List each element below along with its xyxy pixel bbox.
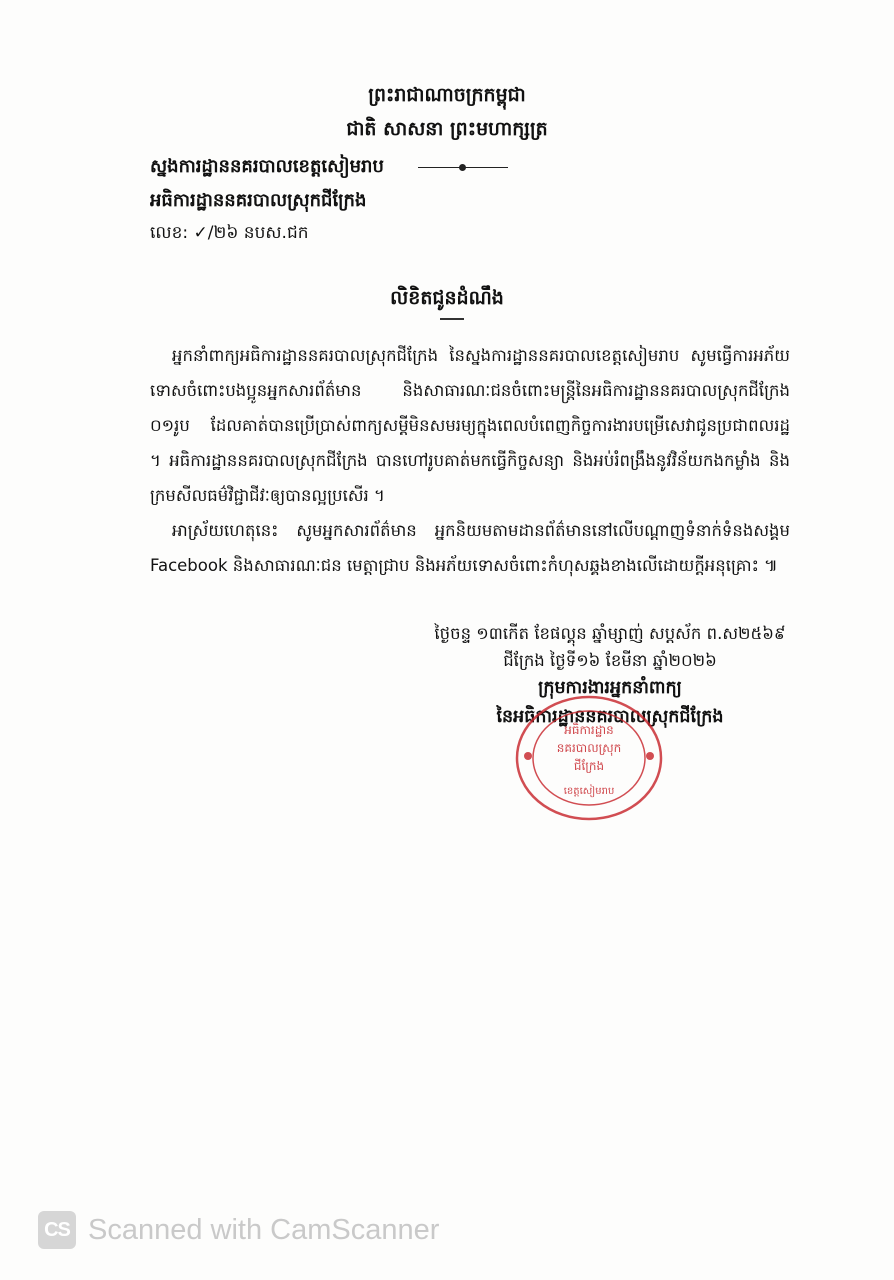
sender-line-2: អធិការដ្ឋាននគរបាលស្រុកជីក្រែង [150,190,367,211]
national-motto: ជាតិ សាសនា ព្រះមហាក្សត្រ [346,118,548,140]
seal-text-line: អធិការដ្ឋាន [564,723,614,737]
lunar-date: ថ្ងៃចន្ទ ១៣កើត ខែផល្គុន ឆ្នាំម្សាញ់ សប្តស័ក ព.ស២៥៦៩ [434,624,786,643]
signer-role: ក្រុមការងារអ្នកនាំពាក្យ [538,678,682,698]
seal-text-line: ខេត្តសៀមរាប [563,786,615,797]
seal-text-line: នគរបាលស្រុក [556,741,622,755]
place-date: ជីក្រែង ថ្ងៃទី១៦ ខែមីនា ឆ្នាំ២០២៦ [503,651,717,670]
sender-line-1: ស្នងការដ្ឋាននគរបាលខេត្តសៀមរាប [150,156,384,177]
document-title: លិខិតជូនដំណឹង [390,287,504,309]
reference-number: លេខ: ✓/២៦ នបស.ជក [150,223,309,243]
sender-block [150,150,384,218]
camscanner-watermark [38,1210,439,1250]
watermark-text: Scanned with CamScanner [88,1213,440,1246]
signer-office: នៃអធិការដ្ឋាននគរបាលស្រុកជីក្រែង [496,707,724,727]
kingdom-header [0,78,894,146]
official-seal-stamp [514,694,664,822]
seal-text-line: ជីក្រែង [573,759,605,773]
document-body [150,338,790,583]
title-ornament [440,318,464,320]
camscanner-logo-icon: CS [38,1211,76,1249]
kingdom-title: ព្រះរាជាណាចក្រកម្ពុជា [368,84,526,106]
header-divider [418,167,508,168]
body-paragraph-1: អ្នកនាំពាក្យអធិការដ្ឋាននគរបាលស្រុកជីក្រែង នៃស្នងការដ្ឋាននគរបាលខេត្តសៀមរាប សូមធ្វើការអភ័យទោសចំពោះបងប្អូនអ្នកសារព័ត៌មាន និងសាធារណៈជនចំពោះមន្ត្រីនៃអធិការដ្ឋាននគរបាលស្រុកជីក្រែង ០១រូប ដែលគាត់បានប្រើប្រាស់ពាក្យសម្ដីមិនសមរម្យក្នុងពេលបំពេញកិច្ចការងារបម្រើសេវាជូនប្រជាពលរដ្ឋ ។ អធិការដ្ឋាននគរបាលស្រុកជីក្រែង បានហៅរូបគាត់មកធ្វើកិច្ចសន្យា និងអប់រំពង្រឹងនូវវិន័យកងកម្លាំង និងក្រមសីលធម៌វិជ្ជាជីវៈឲ្យបានល្អប្រសើរ ។ [150,346,790,505]
body-paragraph-2: អាស្រ័យហេតុនេះ សូមអ្នកសារព័ត៌មាន អ្នកនិយមតាមដានព័ត៌មាននៅលើបណ្ដាញទំនាក់ទំនងសង្គម Facebook និងសាធារណៈជន មេត្តាជ្រាប និងអភ័យទោសចំពោះកំហុសឆ្គងខាងលើដោយក្ដីអនុគ្រោះ ៕ [150,521,790,575]
